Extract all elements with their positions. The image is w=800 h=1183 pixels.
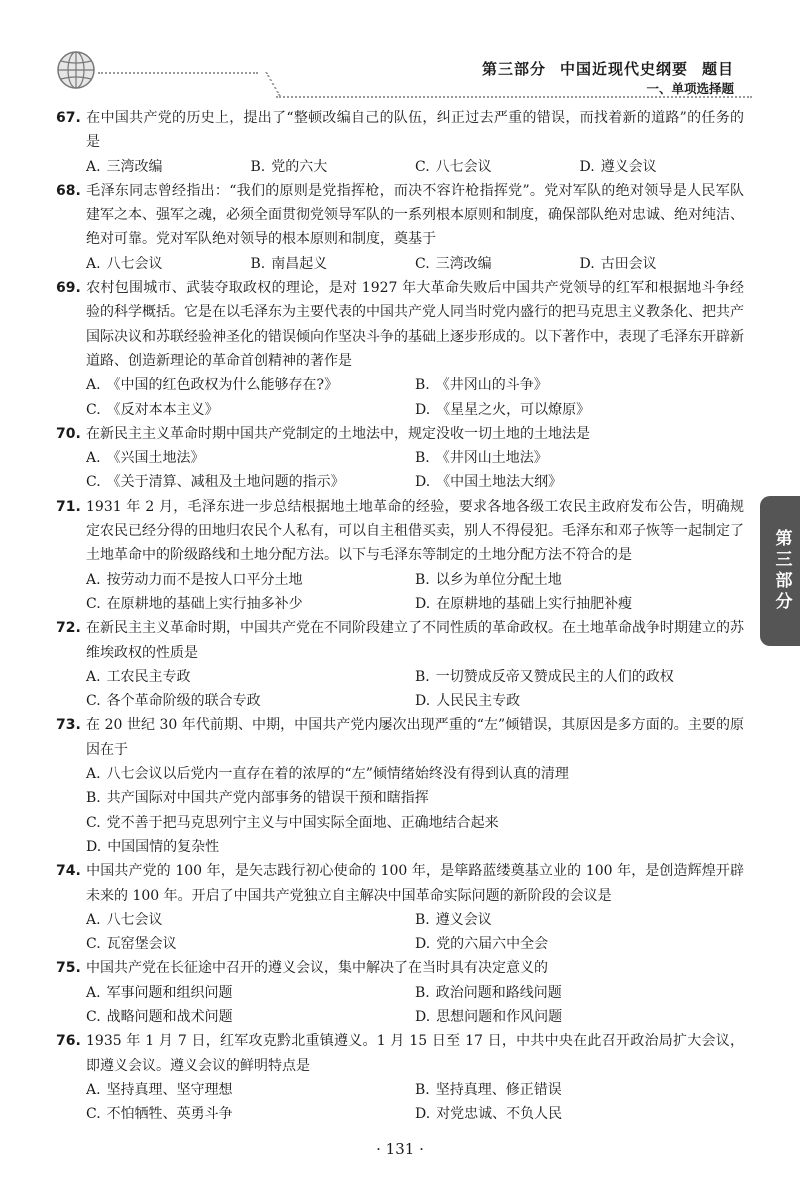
option-b: B. 政治问题和路线问题 — [415, 984, 562, 1001]
option-a: A. 八七会议 — [86, 911, 163, 928]
page-header — [0, 0, 800, 100]
question-stem — [56, 106, 744, 155]
question-stem — [56, 276, 744, 373]
option-d: D. 古田会议 — [579, 255, 657, 272]
option-d: D. 中国国情的复杂性 — [86, 838, 220, 855]
question-70 — [56, 422, 744, 495]
question-76 — [56, 1029, 744, 1126]
question-75 — [56, 956, 744, 1029]
option-d: D. 对党忠诚、不负人民 — [415, 1106, 563, 1123]
option-b: B. 一切赞成反帝又赞成民主的人们的政权 — [415, 668, 674, 685]
question-stem — [56, 713, 744, 762]
question-number: 68. — [56, 182, 81, 199]
question-68 — [56, 179, 744, 276]
option-list — [56, 446, 744, 495]
option-d: D. 遵义会议 — [579, 158, 657, 175]
question-number: 76. — [56, 1033, 81, 1050]
question-72 — [56, 616, 744, 713]
option-list — [56, 908, 744, 957]
question-number: 71. — [56, 498, 81, 515]
option-c: C. 各个革命阶级的联合专政 — [86, 693, 261, 710]
question-74 — [56, 859, 744, 956]
question-stem — [56, 616, 744, 665]
option-c: C. 八七会议 — [415, 158, 492, 175]
header-course: 中国近现代史纲要 — [559, 60, 688, 78]
header-kind: 题目 — [701, 60, 734, 78]
option-c: C. 党不善于把马克思列宁主义与中国实际全面地、正确地结合起来 — [86, 814, 499, 831]
stem-text: 中国共产党的 100 年，是矢志践行初心使命的 100 年，是筚路蓝缕奠基立业的 100 年，是创造辉煌开辟未来的 100 年。开启了中国共产党独立自主解决中国革命实际问题的新阶段的会议是 — [86, 863, 744, 904]
option-d: D. 党的六届六中全会 — [415, 936, 549, 953]
option-list — [56, 981, 744, 1030]
stem-text: 毛泽东同志曾经指出：“我们的原则是党指挥枪，而决不容许枪指挥党”。党对军队的绝对领导是人民军队建军之本、强军之魂，必须全面贯彻党领导军队的一系列根本原则和制度，确保部队绝对忠诚、绝对纯洁、绝对可靠。党对军队绝对领导的根本原则和制度，奠基于 — [86, 182, 744, 248]
stem-text: 1931 年 2 月，毛泽东进一步总结根据地土地革命的经验，要求各地各级工农民主政府发布公告，明确规定农民已经分得的田地归农民个人私有，可以自主租借买卖，别人不得侵犯。毛泽东和邓子恢等一起制定了土地革命中的阶级路线和土地分配方法。以下与毛泽东等制定的土地分配方法不符合的是 — [86, 498, 744, 564]
stem-text: 农村包围城市、武装夺取政权的理论，是对 1927 年大革命失败后中国共产党领导的红军和根据地斗争经验的科学概括。它是在以毛泽东为主要代表的中国共产党人同当时党内盛行的把马克思主义教条化、把共产国际决议和苏联经验神圣化的错误倾向作坚决斗争的基础上逐步形成的。以下著作中，表现了毛泽东开辟新道路、创造新理论的革命首创精神的著作是 — [86, 280, 744, 369]
header-rule — [251, 72, 281, 96]
option-c: C. 战略问题和战术问题 — [86, 1008, 233, 1025]
header-section: 一、单项选择题 — [646, 81, 734, 96]
option-d: D. 《中国土地法大纲》 — [415, 474, 563, 491]
stem-text: 在中国共产党的历史上，提出了“整顿改编自己的队伍，纠正过去严重的错误，而找着新的道路”的任务的是 — [86, 110, 744, 151]
option-d: D. 《星星之火，可以燎原》 — [415, 401, 591, 418]
question-stem — [56, 1029, 744, 1078]
option-list — [56, 762, 744, 859]
option-b: B. 遵义会议 — [415, 911, 492, 928]
page-number: · 131 · — [376, 1140, 424, 1158]
question-list — [56, 106, 744, 1126]
question-stem — [56, 495, 744, 568]
option-a: A. 按劳动力而不是按人口平分土地 — [86, 571, 303, 588]
question-number: 72. — [56, 620, 81, 637]
question-number: 70. — [56, 425, 81, 442]
option-c: C. 《反对本本主义》 — [86, 401, 219, 418]
question-number: 75. — [56, 960, 81, 977]
option-b: B. 南昌起义 — [250, 255, 328, 272]
option-a: A. 八七会议 — [86, 255, 163, 272]
option-list — [56, 1078, 744, 1127]
header-title — [468, 58, 734, 79]
question-71 — [56, 495, 744, 616]
option-a: A. 八七会议以后党内一直存在着的浓厚的“左”倾情绪始终没有得到认真的清理 — [86, 766, 569, 783]
option-list — [56, 252, 744, 276]
question-number: 67. — [56, 110, 81, 126]
question-73 — [56, 713, 744, 859]
option-list — [56, 373, 744, 422]
option-d: D. 思想问题和作风问题 — [415, 1008, 563, 1025]
question-number: 69. — [56, 280, 81, 297]
stem-text: 在新民主主义革命时期，中国共产党在不同阶段建立了不同性质的革命政权。在土地革命战争时期建立的苏维埃政权的性质是 — [86, 620, 744, 661]
option-a: A. 军事问题和组织问题 — [86, 984, 233, 1001]
option-b: B. 《井冈山土地法》 — [415, 450, 548, 467]
option-d: D. 人民民主专政 — [415, 693, 521, 710]
option-b: B. 以乡为单位分配土地 — [415, 571, 562, 588]
question-69 — [56, 276, 744, 422]
option-c: C. 三湾改编 — [415, 255, 492, 272]
option-a: A. 《中国的红色政权为什么能够存在?》 — [86, 377, 339, 394]
option-list — [56, 155, 744, 179]
option-d: D. 在原耕地的基础上实行抽肥补瘦 — [415, 595, 633, 612]
header-rule — [98, 72, 258, 74]
option-a: A. 工农民主专政 — [86, 668, 191, 685]
option-list — [56, 665, 744, 714]
option-c: C. 在原耕地的基础上实行抽多补少 — [86, 595, 303, 612]
question-stem — [56, 956, 744, 980]
question-67 — [56, 106, 744, 179]
option-b: B. 坚持真理、修正错误 — [415, 1081, 562, 1098]
option-b: B. 《井冈山的斗争》 — [415, 377, 548, 394]
option-b: B. 共产国际对中国共产党内部事务的错误干预和瞎指挥 — [86, 790, 429, 807]
header-part: 第三部分 — [481, 60, 546, 78]
globe-icon — [56, 50, 96, 90]
stem-text: 中国共产党在长征途中召开的遵义会议，集中解决了在当时具有决定意义的 — [86, 960, 548, 977]
question-stem — [56, 179, 744, 252]
stem-text: 在新民主主义革命时期中国共产党制定的土地法中，规定没收一切土地的土地法是 — [86, 425, 590, 442]
option-a: A. 坚持真理、坚守理想 — [86, 1081, 233, 1098]
option-a: A. 三湾改编 — [86, 158, 163, 175]
question-number: 73. — [56, 717, 81, 734]
section-side-tab — [760, 496, 800, 646]
option-b: B. 党的六大 — [250, 158, 328, 175]
stem-text: 1935 年 1 月 7 日，红军攻克黔北重镇遵义。1 月 15 日至 17 日，中共中央在此召开政治局扩大会议，即遵义会议。遵义会议的鲜明特点是 — [86, 1033, 744, 1074]
question-number: 74. — [56, 863, 81, 880]
option-list — [56, 568, 744, 617]
option-c: C. 不怕牺牲、英勇斗争 — [86, 1106, 233, 1123]
stem-text: 在 20 世纪 30 年代前期、中期，中国共产党内屡次出现严重的“左”倾错误，其原因是多方面的。主要的原因在于 — [86, 717, 744, 758]
option-a: A. 《兴国土地法》 — [86, 450, 205, 467]
question-stem — [56, 859, 744, 908]
option-c: C. 瓦窑堡会议 — [86, 936, 177, 953]
question-stem — [56, 422, 744, 446]
option-c: C. 《关于清算、减租及土地问题的指示》 — [86, 474, 345, 491]
side-tab-label: 第三部分 — [771, 529, 792, 613]
